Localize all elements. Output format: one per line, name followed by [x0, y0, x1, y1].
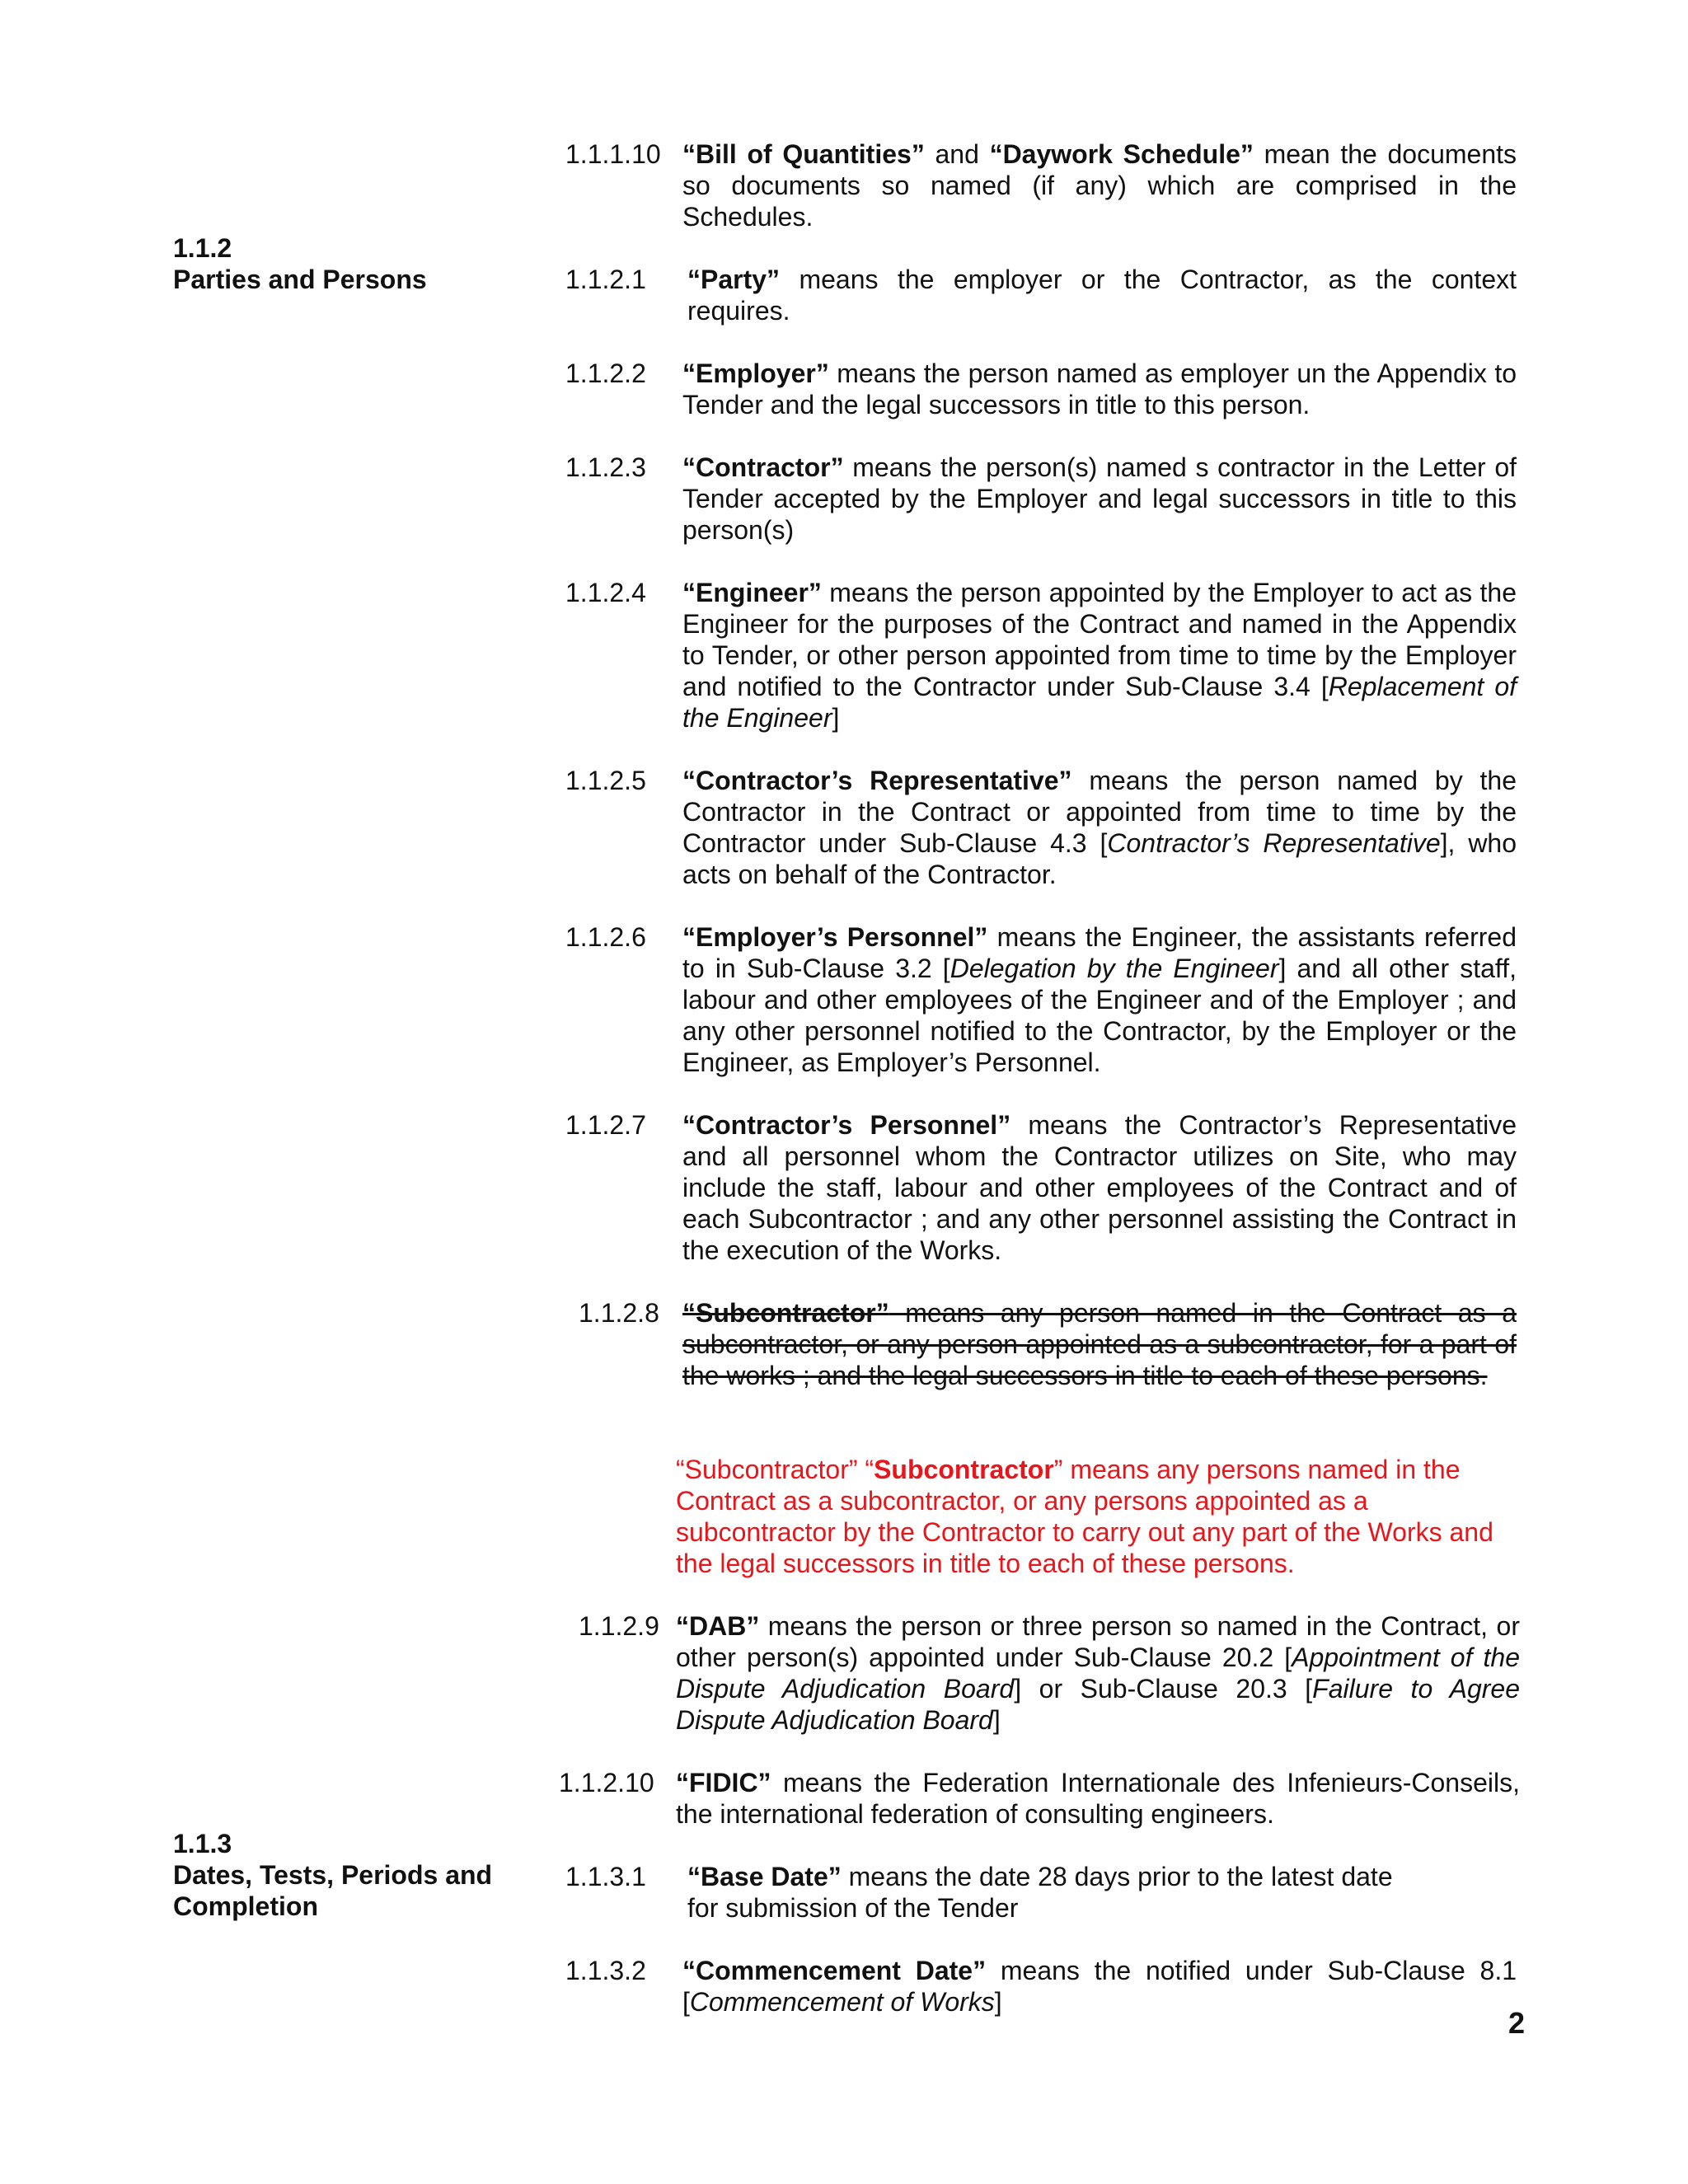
section-heading-1-1-3 — [173, 1828, 536, 1922]
defined-term: “Engineer” — [682, 578, 822, 607]
defined-term: “Contractor” — [682, 452, 844, 482]
clause-text-part: ] or Sub-Clause 20.3 [ — [1014, 1674, 1313, 1704]
amendment-text-part: “Subcontractor” “ — [676, 1455, 874, 1484]
clause-number: 1.1.2.1 — [565, 265, 646, 294]
clause-text — [682, 921, 1517, 1078]
clause-number: 1.1.2.8 — [579, 1298, 659, 1328]
defined-term: “Employer” — [682, 359, 829, 388]
clause-text — [682, 358, 1517, 420]
clause-text-part: means the person or three person so named in the Contract, or other person(s) appointed under Sub-Clause 20.2 [ — [676, 1611, 1520, 1672]
cross-reference: Replacement of the Engineer — [682, 672, 1517, 733]
clause-number: 1.1.3.1 — [565, 1862, 646, 1891]
clause-text-part: means the person(s) named s contractor in the Letter of Tender accepted by the Employer and legal successors in title to this person(s) — [682, 452, 1517, 545]
cross-reference: Appointment of the Dispute Adjudication Board — [676, 1643, 1521, 1704]
clause-number: 1.1.2.10 — [559, 1768, 654, 1797]
clause-text-part: ], who acts on behalf of the Contractor. — [682, 828, 1517, 889]
defined-term: “Contractor’s Personnel” — [682, 1110, 1011, 1140]
clause-number: 1.1.2.5 — [565, 766, 646, 795]
clause-text-part: ] — [994, 1987, 1002, 2017]
defined-term: “Bill of Quantities” — [682, 139, 925, 169]
clause-text-part: means the date 28 days prior to the latest date — [841, 1862, 1393, 1891]
clause-text-part: means the notified under Sub-Clause 8.1 [ — [682, 1956, 1517, 2017]
clause-text-part: means the Federation Internationale des Infenieurs-Conseils, the international federation of consulting engineers. — [676, 1768, 1520, 1829]
defined-term: “Employer’s Personnel” — [682, 922, 988, 952]
clause-text-part: mean the documents so documents so named (if any) which are comprised in the Schedules. — [682, 139, 1517, 232]
clause-text — [682, 138, 1517, 232]
clause-text — [682, 1109, 1517, 1266]
clause-text — [676, 1767, 1520, 1830]
clause-text — [687, 264, 1517, 326]
clause-number: 1.1.1.10 — [565, 139, 661, 169]
amended-definition — [676, 1454, 1517, 1579]
section-number: 1.1.3 — [173, 1829, 232, 1858]
clause-text — [682, 577, 1517, 733]
clause-text-part: means the person named as employer un the Appendix to Tender and the legal successors in title to this person. — [682, 359, 1517, 419]
clause-text-part: for submission of the Tender — [687, 1893, 1019, 1923]
cross-reference: Delegation by the Engineer — [950, 954, 1279, 983]
defined-term: “Base Date” — [687, 1862, 842, 1891]
clause-number: 1.1.2.6 — [565, 922, 646, 952]
defined-term: “Party” — [687, 265, 781, 294]
defined-term: “Contractor’s Representative” — [682, 766, 1072, 795]
clause-text — [682, 1955, 1517, 2018]
clause-text-part: means the person named by the Contractor in the Contract or appointed from time to time by the Contractor under Sub-Clause 4.3 [ — [682, 766, 1517, 858]
defined-term: “Daywork Schedule” — [989, 139, 1254, 169]
clause-text-part: ] and all other staff, labour and other employees of the Engineer and of the Employer ; and any other personnel notified to the Contractor, by the Employer or the Engineer, as Employer’s Personnel. — [682, 954, 1517, 1077]
clause-number: 1.1.2.3 — [565, 452, 646, 482]
page-number: 2 — [1507, 2006, 1525, 2040]
clause-text-part: means any person named in the Contract as a subcontractor, or any person appointed as a subcontractor, for a part of the works ; and the legal successors in title to each of these persons. — [682, 1298, 1517, 1390]
clause-number: 1.1.2.7 — [565, 1110, 646, 1140]
clause-text-deleted — [682, 1297, 1517, 1391]
clause-text-part: means the person appointed by the Employer to act as the Engineer for the purposes of the Contract and named in the Appendix to Tender, or other person appointed from time to time by the Employer and notified to the Contractor under Sub-Clause 3.4 [ — [682, 578, 1517, 701]
section-number: 1.1.2 — [173, 233, 232, 263]
clause-text — [687, 1861, 1517, 1924]
cross-reference: Failure to Agree Dispute Adjudication Board — [676, 1674, 1521, 1735]
section-title: Dates, Tests, Periods and Completion — [173, 1860, 493, 1921]
cross-reference: Commencement of Works — [689, 1987, 995, 2017]
clause-text-part: ] — [832, 703, 840, 733]
amendment-text-part: ” means any persons named in the Contract as a subcontractor, or any persons appointed as a subcontractor by the Contractor to carry out any part of the Works and the legal successors in title to each of these persons. — [676, 1455, 1493, 1578]
defined-term: Subcontractor — [874, 1455, 1054, 1484]
clause-number: 1.1.2.4 — [565, 578, 646, 607]
clause-text-part: means the Engineer, the assistants referred to in Sub-Clause 3.2 [ — [682, 922, 1517, 983]
clause-text-part: means the employer or the Contractor, as the context requires. — [687, 265, 1517, 326]
defined-term: “Subcontractor” — [682, 1298, 889, 1328]
clause-text — [682, 452, 1517, 546]
clause-text-part: and — [924, 139, 990, 169]
defined-term: “FIDIC” — [676, 1768, 771, 1797]
defined-term: “Commencement Date” — [682, 1956, 987, 1985]
clause-number: 1.1.3.2 — [565, 1956, 646, 1985]
clause-text-part: ] — [992, 1705, 1001, 1735]
defined-term: “DAB” — [676, 1611, 760, 1641]
clause-text — [676, 1610, 1520, 1736]
cross-reference: Contractor’s Representative — [1107, 828, 1441, 858]
section-title: Parties and Persons — [173, 265, 427, 294]
clause-text-part: means the Contractor’s Representative and all personnel whom the Contractor utilizes on Site, who may include the staff, labour and other employees of the Contract and of each Subcontractor ; and any other personnel assisting the Contract in the execution of the Works. — [682, 1110, 1517, 1265]
clause-text — [682, 765, 1517, 890]
clause-number: 1.1.2.9 — [579, 1611, 659, 1641]
section-heading-1-1-2 — [173, 232, 536, 295]
clause-number: 1.1.2.2 — [565, 359, 646, 388]
